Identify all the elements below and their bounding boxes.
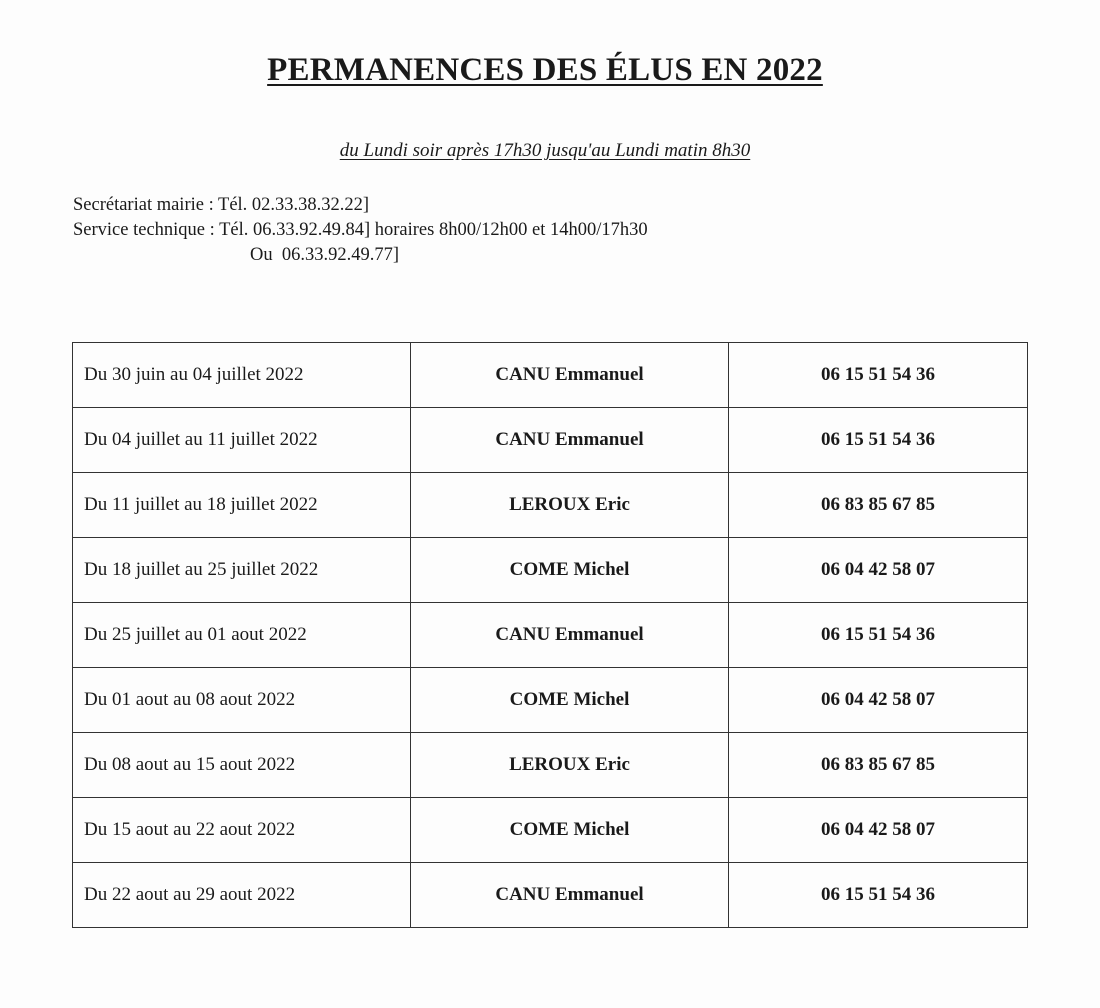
phone-number-cell: 06 04 42 58 07 [729, 668, 1028, 733]
phone-number-cell: 06 15 51 54 36 [729, 343, 1028, 408]
elected-official-cell: COME Michel [411, 798, 729, 863]
elected-official-cell: COME Michel [411, 668, 729, 733]
phone-number-cell: 06 15 51 54 36 [729, 603, 1028, 668]
date-range-cell: Du 25 juillet au 01 aout 2022 [73, 603, 411, 668]
date-range-cell: Du 11 juillet au 18 juillet 2022 [73, 473, 411, 538]
table-row [73, 798, 1028, 863]
date-range-cell: Du 04 juillet au 11 juillet 2022 [73, 408, 411, 473]
phone-number-cell: 06 15 51 54 36 [729, 408, 1028, 473]
table-row [73, 668, 1028, 733]
elected-official-cell: CANU Emmanuel [411, 343, 729, 408]
date-range-cell: Du 15 aout au 22 aout 2022 [73, 798, 411, 863]
page-subtitle [0, 140, 1090, 162]
date-range-cell: Du 01 aout au 08 aout 2022 [73, 668, 411, 733]
table-row [73, 603, 1028, 668]
elected-official-cell: LEROUX Eric [411, 733, 729, 798]
elected-official-cell: CANU Emmanuel [411, 863, 729, 928]
date-range-cell: Du 08 aout au 15 aout 2022 [73, 733, 411, 798]
elected-official-cell: LEROUX Eric [411, 473, 729, 538]
elected-official-cell: COME Michel [411, 538, 729, 603]
elected-official-cell: CANU Emmanuel [411, 603, 729, 668]
table-row [73, 473, 1028, 538]
table-row [73, 408, 1028, 473]
elected-official-cell: CANU Emmanuel [411, 408, 729, 473]
contact-line-alternate: Ou 06.33.92.49.77] [250, 245, 400, 265]
contact-line-secretariat: Secrétariat mairie : Tél. 02.33.38.32.22] [73, 195, 370, 215]
table-row [73, 733, 1028, 798]
schedule-table [72, 342, 1028, 928]
date-range-cell: Du 22 aout au 29 aout 2022 [73, 863, 411, 928]
contact-line-technical-service: Service technique : Tél. 06.33.92.49.84] horaires 8h00/12h00 et 14h00/17h30 [73, 220, 648, 240]
page-title-text: PERMANENCES DES ÉLUS EN 2022 [267, 52, 823, 88]
phone-number-cell: 06 04 42 58 07 [729, 538, 1028, 603]
date-range-cell: Du 18 juillet au 25 juillet 2022 [73, 538, 411, 603]
phone-number-cell: 06 83 85 67 85 [729, 733, 1028, 798]
date-range-cell: Du 30 juin au 04 juillet 2022 [73, 343, 411, 408]
page-title [0, 52, 1090, 89]
phone-number-cell: 06 83 85 67 85 [729, 473, 1028, 538]
contact-block [73, 193, 648, 268]
phone-number-cell: 06 04 42 58 07 [729, 798, 1028, 863]
page-subtitle-text: du Lundi soir après 17h30 jusqu'au Lundi matin 8h30 [339, 140, 751, 161]
table-row [73, 863, 1028, 928]
table-row [73, 538, 1028, 603]
phone-number-cell: 06 15 51 54 36 [729, 863, 1028, 928]
table-row [73, 343, 1028, 408]
